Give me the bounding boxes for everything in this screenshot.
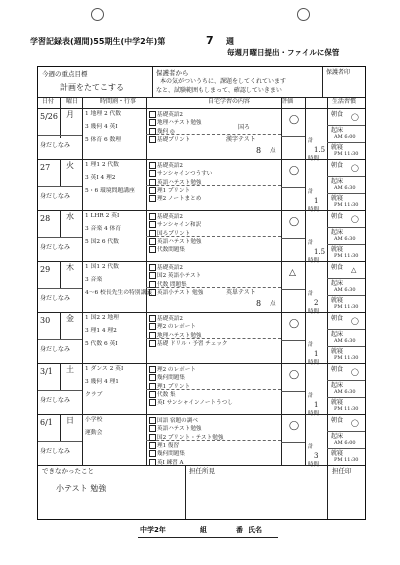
timetable-line: 5 国2 6 代数 — [85, 239, 119, 245]
checkbox-icon — [149, 391, 156, 398]
hours-label: 時間 — [308, 207, 320, 214]
day-weekday: 金 — [66, 314, 74, 323]
breakfast-label: 朝食 — [331, 111, 344, 118]
am-label: AM — [334, 439, 343, 446]
checkbox-icon — [149, 221, 156, 228]
wake-time-value: 6:00 — [344, 439, 356, 446]
bedtime-time — [334, 152, 359, 157]
evaluation-mark: ◯ — [289, 166, 300, 176]
wakeup-time — [334, 339, 356, 344]
study-item-text: 英I 練習 A — [157, 459, 184, 466]
checkbox-icon — [149, 281, 156, 288]
checkbox-icon — [149, 332, 156, 339]
grooming-label: 身だしなみ — [40, 447, 71, 455]
breakfast-label: 朝食 — [331, 264, 344, 271]
week-suffix: 週 — [226, 37, 234, 46]
wake-time-value: 6:00 — [344, 133, 356, 140]
bedtime-time — [334, 305, 359, 310]
guardian-label: 保護者から — [156, 69, 189, 77]
wakeup-time — [334, 288, 356, 293]
study-item-text: 代数問題集 — [157, 247, 185, 254]
evaluation-mark: ◯ — [289, 115, 300, 125]
study-item — [149, 315, 183, 323]
bedtime-time — [334, 203, 359, 208]
wakeup-time — [334, 441, 356, 446]
goal-value: 計画をたてこする — [60, 83, 124, 92]
timetable-line: クラブ — [85, 392, 103, 398]
checkbox-icon — [149, 323, 156, 330]
breakfast-label: 朝食 — [331, 417, 344, 424]
day-weekday: 水 — [66, 212, 74, 221]
study-item — [149, 272, 201, 280]
wake-time-value: 6:30 — [344, 337, 356, 344]
timetable-line: 3 幾何 4 理1 — [85, 379, 119, 385]
checkbox-icon — [149, 179, 156, 186]
study-item-text: 英語ハテスト勉強 — [157, 238, 202, 245]
test-score-unit: 点 — [270, 300, 276, 307]
bedtime-label: 就寝 — [331, 194, 344, 202]
pm-label: PM — [334, 456, 343, 463]
timetable-line: 1 ダンス 2 英I — [85, 366, 124, 372]
sleep-time-value: 11:30 — [344, 201, 359, 208]
timetable-line: 3 幾何 4 英I — [85, 124, 118, 130]
study-item — [149, 383, 190, 391]
am-label: AM — [334, 388, 343, 395]
class-label: 組 — [200, 526, 207, 534]
am-label: AM — [334, 133, 343, 140]
wakeup-time — [334, 390, 356, 395]
checkbox-icon — [149, 111, 156, 118]
sleep-time-value: 11:30 — [344, 252, 359, 259]
checkbox-icon — [149, 366, 156, 373]
wakeup-time — [334, 186, 356, 191]
wakeup-label: 起床 — [331, 279, 344, 287]
extra-note: 国ろ — [238, 123, 251, 131]
study-item — [149, 417, 198, 425]
total-hours: 3 — [314, 452, 319, 461]
checkbox-icon — [149, 128, 156, 135]
col-study: 自宅学習の内容 — [208, 98, 251, 105]
test-score-unit: 点 — [270, 147, 276, 154]
study-item — [149, 162, 183, 170]
day-weekday: 火 — [66, 161, 74, 170]
study-item — [149, 399, 233, 407]
day-date: 27 — [40, 163, 51, 172]
week-number: 7 — [206, 34, 214, 47]
study-item — [149, 213, 183, 221]
timetable-line: 1 LHR 2 英I — [85, 213, 120, 219]
evaluation-mark: ◯ — [289, 370, 300, 380]
submit-instruction: 毎週月曜日提出・ファイルに保管 — [227, 48, 340, 57]
total-hours: 1 — [314, 350, 319, 359]
grooming-label: 身だしなみ — [40, 345, 71, 353]
total-label: 計 — [308, 189, 314, 196]
breakfast-mark: ◯ — [351, 368, 359, 376]
pm-label: PM — [334, 405, 343, 412]
study-item — [149, 374, 185, 382]
study-item-text: 国語 宿題の調べ — [157, 418, 198, 424]
study-item-text: 英語ハテスト勉強 — [157, 426, 202, 433]
grooming-label: 身だしなみ — [40, 294, 71, 302]
breakfast-mark: △ — [351, 266, 357, 274]
bedtime-label: 就寝 — [331, 143, 344, 151]
am-label: AM — [334, 235, 343, 242]
timetable-line: 1 国1 2 代数 — [85, 264, 119, 270]
am-label: AM — [334, 184, 343, 191]
study-item-text: 理1 復習 — [157, 442, 180, 449]
breakfast-mark: ◯ — [351, 215, 359, 223]
study-item-text: サンシャインつうすい — [157, 171, 213, 178]
day-weekday: 木 — [66, 263, 74, 272]
breakfast-mark: ◯ — [351, 317, 359, 325]
timetable-line: 5 代数 6 英I — [85, 341, 118, 347]
guardian-comment-line2: なと、試験範囲もしまって、確認していきまい — [156, 87, 282, 94]
breakfast-mark: ◯ — [351, 419, 359, 427]
pm-label: PM — [334, 303, 343, 310]
guardian-comment-line1: 本の気がついうちに、課題をしてくれています — [160, 78, 287, 85]
study-item — [149, 136, 190, 144]
checkbox-icon — [149, 442, 156, 449]
study-item-text: 基礎プリント — [157, 136, 191, 143]
study-item-text: 地理ハテスト勉強 — [157, 332, 202, 339]
study-item-text: 基礎英語2 — [157, 316, 183, 322]
col-weekday: 曜日 — [66, 98, 79, 105]
study-item — [149, 111, 183, 119]
study-item-text: サンシャイン和訳 — [157, 222, 202, 229]
evaluation-mark: ◯ — [289, 421, 300, 431]
study-item-text: 幾何問題集 — [157, 451, 185, 458]
timetable-line: 1 地理 2 代数 — [85, 111, 122, 117]
am-label: AM — [334, 337, 343, 344]
hours-label: 時間 — [308, 156, 320, 163]
teacher-seal-label: 担任印 — [332, 467, 352, 475]
study-item — [149, 238, 202, 246]
study-item — [149, 264, 183, 272]
wakeup-label: 起床 — [331, 126, 344, 134]
timetable-line: 3 音楽 4 体育 — [85, 226, 122, 232]
checkbox-icon — [149, 417, 156, 424]
breakfast-label: 朝食 — [331, 315, 344, 322]
study-item — [149, 442, 179, 450]
wake-time-value: 6:30 — [344, 184, 356, 191]
timetable-line: 5 体育 6 数理 — [85, 137, 122, 143]
study-item — [149, 179, 202, 187]
col-timetable: 時間割・行事 — [100, 98, 137, 105]
study-item-text: 基礎英語2 — [157, 163, 183, 169]
timetable-line: 運動会 — [85, 430, 103, 436]
wakeup-label: 起床 — [331, 432, 344, 440]
checkbox-icon — [149, 264, 156, 271]
breakfast-label: 朝食 — [331, 366, 344, 373]
total-hours: 1 — [314, 401, 319, 410]
evaluation-mark: ◯ — [289, 217, 300, 227]
grooming-label: 身だしなみ — [40, 396, 71, 404]
checkbox-icon — [149, 272, 156, 279]
study-item — [149, 366, 196, 374]
study-item — [149, 450, 185, 458]
test-label: 漢字テスト — [226, 135, 256, 143]
study-item — [149, 332, 202, 340]
timetable-line: 3 理1 4 理2 — [85, 328, 117, 334]
number-label: 番 — [236, 526, 243, 534]
sleep-time-value: 11:30 — [344, 456, 359, 463]
hours-label: 時間 — [308, 360, 320, 367]
hours-label: 時間 — [308, 309, 320, 316]
day-date: 28 — [40, 214, 51, 223]
checkbox-icon — [149, 340, 156, 347]
study-item-text: 代数 問題集 — [157, 281, 187, 288]
hours-label: 時間 — [308, 462, 320, 469]
checkbox-icon — [149, 434, 156, 441]
bedtime-label: 就寝 — [331, 449, 344, 457]
day-date: 3/1 — [40, 367, 53, 376]
teacher-comment-label: 担任所見 — [189, 467, 215, 475]
total-label: 計 — [308, 291, 314, 298]
study-item — [149, 323, 196, 331]
checkbox-icon — [149, 170, 156, 177]
test-score: 8 — [256, 298, 262, 308]
wake-time-value: 6:30 — [344, 235, 356, 242]
grade-label: 中学2年 — [140, 526, 166, 534]
bedtime-time — [334, 458, 359, 463]
total-hours: 2 — [314, 299, 319, 308]
wakeup-time — [334, 237, 356, 242]
checkbox-icon — [149, 238, 156, 245]
evaluation-mark: ◯ — [289, 319, 300, 329]
study-item-text: 理1 プリント — [157, 187, 191, 194]
study-item — [149, 434, 223, 442]
study-item-text: 基礎英語2 — [157, 265, 183, 271]
study-item-text: 理1 プリント — [157, 383, 191, 390]
study-item — [149, 391, 176, 399]
checkbox-icon — [149, 136, 156, 143]
study-item — [149, 170, 212, 178]
pm-label: PM — [334, 354, 343, 361]
study-item-text: 幾何 ◎ — [157, 128, 175, 135]
cannot-label: できなかったこと — [42, 467, 94, 475]
bedtime-label: 就寝 — [331, 398, 344, 406]
checkbox-icon — [149, 230, 156, 237]
checkbox-icon — [149, 195, 156, 202]
day-weekday: 日 — [66, 416, 74, 425]
wakeup-label: 起床 — [331, 330, 344, 338]
breakfast-label: 朝食 — [331, 162, 344, 169]
checkbox-icon — [149, 213, 156, 220]
study-item — [149, 425, 202, 433]
col-life: 生活習慣 — [332, 98, 357, 105]
checkbox-icon — [149, 383, 156, 390]
cannot-value: 小テスト 勉強 — [56, 484, 107, 493]
study-record-sheet — [37, 66, 366, 520]
study-item-text: 英語ハテスト勉強 — [157, 179, 202, 186]
breakfast-mark: ◯ — [351, 164, 359, 172]
total-hours: 1.5 — [314, 146, 326, 155]
study-item — [149, 221, 201, 229]
study-item — [149, 340, 228, 348]
sleep-time-value: 11:30 — [344, 150, 359, 157]
sleep-time-value: 11:30 — [344, 405, 359, 412]
binder-hole-right — [297, 8, 310, 21]
study-item — [149, 246, 185, 254]
pm-label: PM — [334, 201, 343, 208]
study-item-text: 理2 ノートまとめ — [157, 196, 202, 203]
guardian-seal-label: 保護者印 — [326, 69, 351, 76]
study-item-text: 基礎英語2 — [157, 112, 183, 118]
grooming-label: 身だしなみ — [40, 192, 71, 200]
binder-hole-left — [91, 8, 104, 21]
study-item — [149, 187, 190, 195]
timetable-line: 3 音楽 — [85, 277, 103, 283]
bedtime-time — [334, 407, 359, 412]
study-item-text: 英語小テスト 勉強 — [157, 289, 204, 296]
study-item-text: 代数 集 — [157, 391, 176, 398]
wakeup-label: 起床 — [331, 177, 344, 185]
study-item — [149, 281, 187, 289]
bedtime-label: 就寝 — [331, 245, 344, 253]
pm-label: PM — [334, 150, 343, 157]
test-score: 8 — [256, 145, 262, 155]
sleep-time-value: 11:30 — [344, 303, 359, 310]
study-item-text: 幾何問題集 — [157, 375, 185, 382]
breakfast-mark: ◯ — [351, 113, 359, 121]
wake-time-value: 6:30 — [344, 286, 356, 293]
am-label: AM — [334, 286, 343, 293]
study-item-text: 国ろプリント — [157, 230, 191, 237]
study-item-text: 理2 のレポート — [157, 367, 196, 373]
checkbox-icon — [149, 374, 156, 381]
total-hours: 1.5 — [314, 248, 326, 257]
wakeup-time — [334, 135, 356, 140]
checkbox-icon — [149, 187, 156, 194]
checkbox-icon — [149, 450, 156, 457]
study-item — [149, 230, 190, 238]
bedtime-label: 就寝 — [331, 347, 344, 355]
checkbox-icon — [149, 399, 156, 406]
total-hours: 1 — [314, 197, 319, 206]
study-item-text: 英I サンシャインノートうつし — [157, 400, 233, 407]
study-item-text: 国2 英語小テスト — [157, 273, 202, 280]
study-item — [149, 195, 201, 203]
study-item-text: 基礎英語2 — [157, 214, 183, 220]
total-label: 計 — [308, 444, 314, 451]
study-item — [149, 119, 202, 127]
evaluation-mark: △ — [289, 268, 296, 278]
wakeup-label: 起床 — [331, 228, 344, 236]
sheet-title: 学習記録表(週間)55期生(中学2年)第 — [30, 37, 166, 46]
wakeup-label: 起床 — [331, 381, 344, 389]
day-date: 29 — [40, 265, 51, 274]
timetable-line: 1 国2 2 地理 — [85, 315, 119, 321]
col-evaluation: 評価 — [281, 98, 294, 105]
study-item-text: 基礎 ドリル・予習 チェック — [157, 340, 228, 347]
checkbox-icon — [149, 162, 156, 169]
total-label: 計 — [308, 240, 314, 247]
hours-label: 時間 — [308, 258, 320, 265]
grooming-label: 身だしなみ — [40, 141, 71, 149]
total-label: 計 — [308, 393, 314, 400]
col-date: 日付 — [42, 98, 55, 105]
timetable-line: 4〜6 校長先生の特別講義 — [85, 290, 153, 296]
day-weekday: 土 — [66, 365, 74, 374]
pm-label: PM — [334, 252, 343, 259]
checkbox-icon — [149, 289, 156, 296]
test-label: 英単テスト — [226, 288, 256, 296]
bedtime-time — [334, 254, 359, 259]
sleep-time-value: 11:30 — [344, 354, 359, 361]
name-label: 氏名 — [248, 526, 262, 534]
breakfast-label: 朝食 — [331, 213, 344, 220]
study-item-text: 地理ハテスト勉強 — [157, 120, 202, 127]
checkbox-icon — [149, 246, 156, 253]
study-item — [149, 128, 175, 136]
day-weekday: 月 — [66, 110, 74, 119]
hours-label: 時間 — [308, 411, 320, 418]
checkbox-icon — [149, 119, 156, 126]
timetable-line: 1 理1 2 代数 — [85, 162, 119, 168]
study-item-text: 国2 プリント・テスト勉強 — [157, 434, 224, 441]
timetable-line: 小学校 — [85, 417, 103, 423]
goal-label: 今週の重点目標 — [42, 70, 88, 78]
wake-time-value: 6:30 — [344, 388, 356, 395]
timetable-line: 3 英I 4 理2 — [85, 175, 116, 181]
total-label: 計 — [308, 138, 314, 145]
total-label: 計 — [308, 342, 314, 349]
study-item-text: 理2 のレポート — [157, 324, 196, 331]
bedtime-label: 就寝 — [331, 296, 344, 304]
timetable-line: 5・6 環境問題講座 — [85, 188, 135, 194]
checkbox-icon — [149, 425, 156, 432]
grooming-label: 身だしなみ — [40, 243, 71, 251]
study-item — [149, 289, 203, 297]
day-date: 5/26 — [40, 112, 58, 121]
checkbox-icon — [149, 315, 156, 322]
day-date: 30 — [40, 316, 51, 325]
day-date: 6/1 — [40, 418, 53, 427]
bedtime-time — [334, 356, 359, 361]
